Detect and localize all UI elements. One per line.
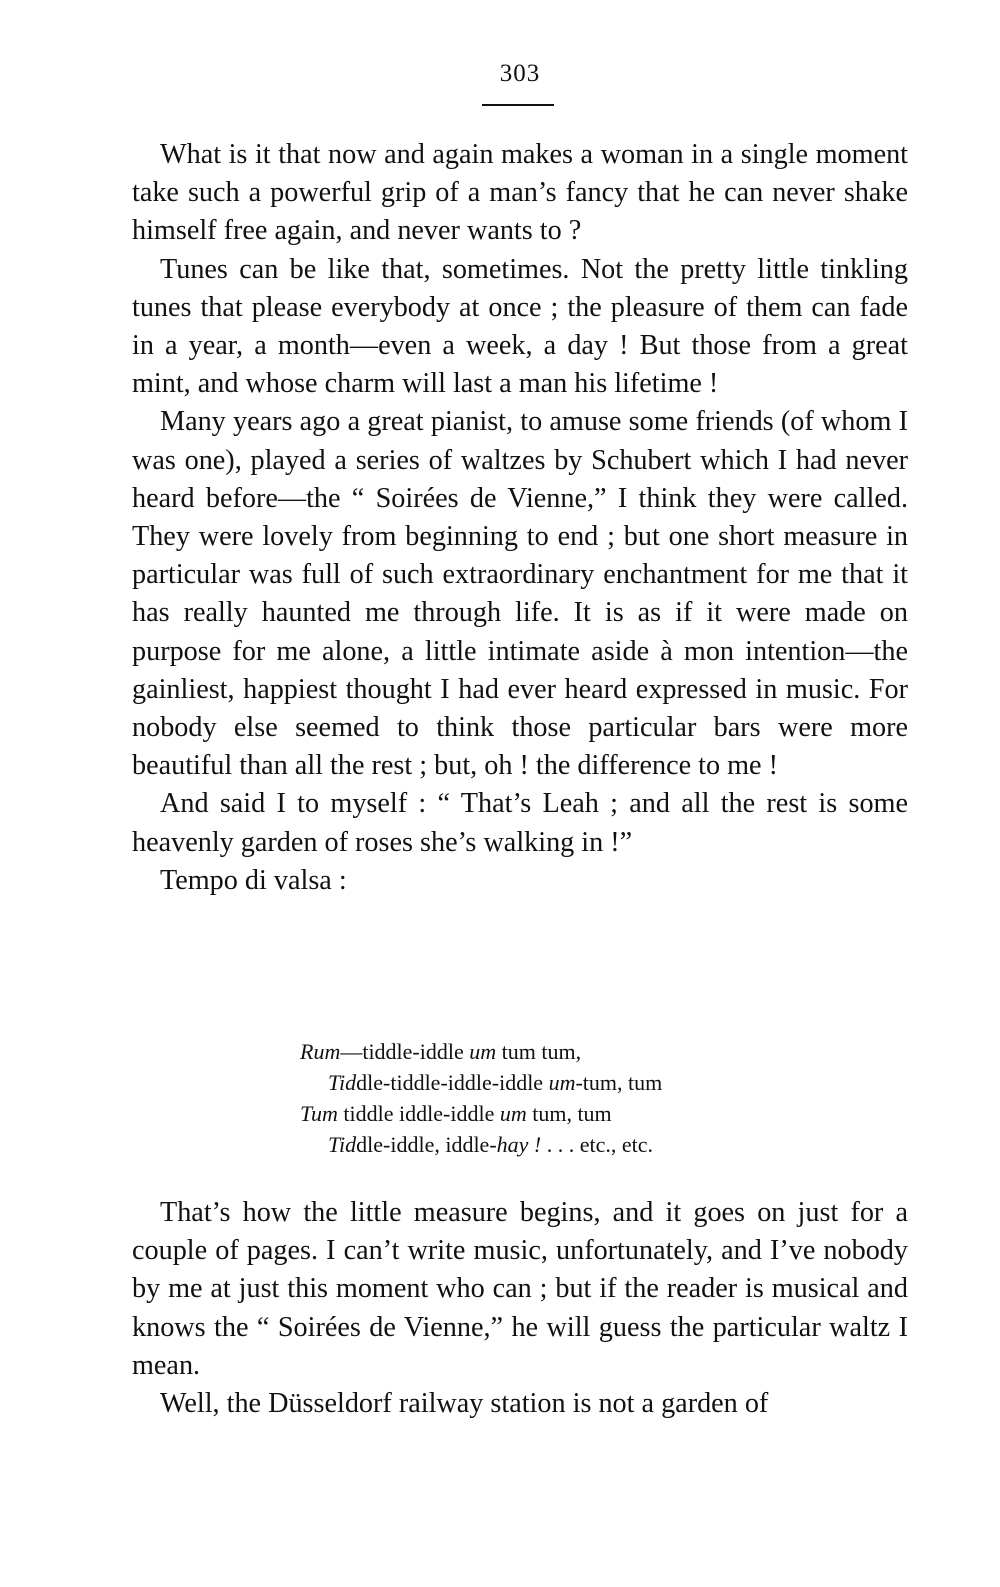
verse-line: Tiddle-tiddle-iddle-iddle um-tum, tum [328, 1070, 663, 1095]
paragraph: Many years ago a great pianist, to amuse some friends (of whom I was one), played a series of waltzes by Schubert which I had never heard before—the “ Soirées de Vienne,” I think they were called. They were lovely from beginning to end ; but one short measure in particular was full of such extraordinary enchantment for me that it has really haunted me through life. It is as if it were made on purpose for me alone, a little intimate aside à mon intention—the gainliest, happiest thought I had ever heard expressed in music. For nobody else seemed to think those particular bars were more beautiful than all the rest ; but, oh ! the difference to me ! [132, 406, 908, 782]
verse-line: Tum tiddle iddle-iddle um tum, tum [300, 1101, 612, 1126]
verse-block [300, 1036, 800, 1160]
paragraph: Tempo di valsa : [160, 864, 347, 896]
paragraph: Well, the Düsseldorf railway station is not a garden of [160, 1388, 769, 1420]
paragraph: And said I to myself : “ That’s Leah ; and all the rest is some heavenly garden of roses she’s walking in !” [132, 788, 908, 858]
verse-line: Rum—tiddle-iddle um tum tum, [300, 1039, 582, 1064]
page-number: 303 [499, 60, 541, 87]
paragraph: What is it that now and again makes a woman in a single moment take such a powerful grip of a man’s fancy that he can never shake himself free again, and never wants to ? [132, 139, 908, 247]
paragraph: That’s how the little measure begins, and it goes on just for a couple of pages. I can’t write music, unfortunately, and I’ve nobody by me at just this moment who can ; but if the reader is musical and knows the “ Soirées de Vienne,” he will guess the particular waltz I mean. [132, 1197, 908, 1381]
body-text-lower [132, 1194, 908, 1423]
paragraph: Tunes can be like that, sometimes. Not the pretty little tinkling tunes that please everybody at once ; the pleasure of them can fade in a year, a month—even a week, a day ! But those from a great mint, and whose charm will last a man his lifetime ! [132, 253, 908, 400]
verse-line: Tiddle-iddle, iddle-hay ! . . . etc., etc. [328, 1132, 654, 1157]
page-number-rule [482, 104, 554, 106]
body-text-upper [132, 136, 908, 900]
